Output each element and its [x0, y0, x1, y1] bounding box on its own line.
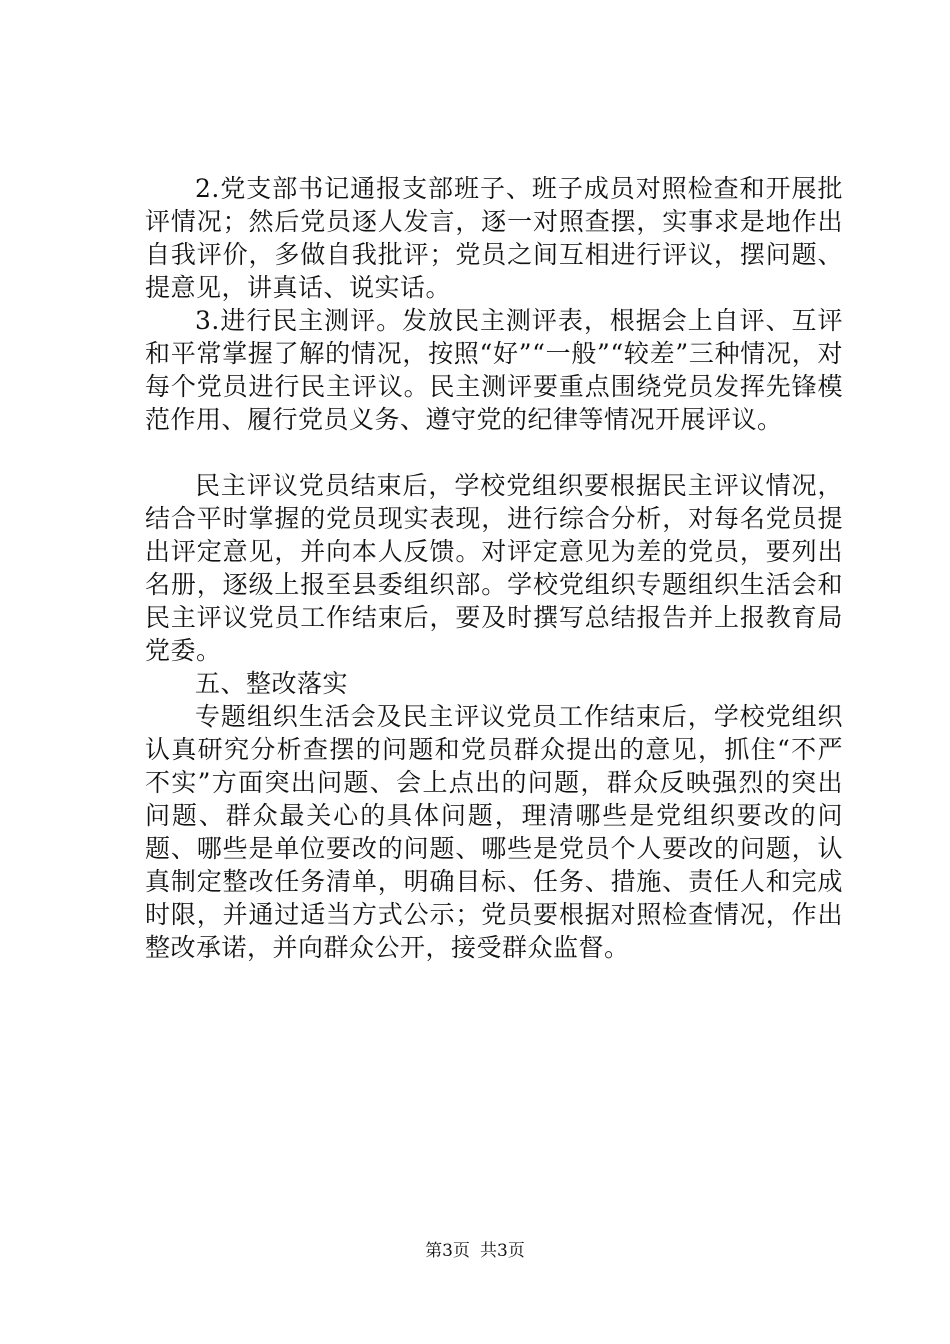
page-number-total: 共3页 — [480, 1241, 525, 1261]
paragraph-summary: 民主评议党员结束后，学校党组织要根据民主评议情况，结合平时掌握的党员现实表现，进行综合分析，对每名党员提出评定意见，并向本人反馈。对评定意见为差的党员，要列出名册，逐级上报至县委组织部。学校党组织专题组织生活会和民主评议党员工作结束后，要及时撰写总结报告并上报教育局党委。 — [145, 471, 843, 665]
paragraph-item-3: 3.进行民主测评。发放民主测评表，根据会上自评、互评和平常掌握了解的情况，按照“好”“一般”“较差”三种情况，对每个党员进行民主评议。民主测评要重点围绕党员发挥先锋模范作用、履行党员义务、遵守党的纪律等情况开展评议。 — [145, 306, 843, 434]
section-heading-rectification: 五、整改落实 — [195, 669, 349, 698]
paragraph-item-2: 2.党支部书记通报支部班子、班子成员对照检查和开展批评情况；然后党员逐人发言，逐一对照查摆，实事求是地作出自我评价，多做自我批评；党员之间互相进行评议，摆问题、提意见，讲真话、说实话。 — [145, 174, 843, 302]
page-footer — [0, 1240, 950, 1262]
paragraph-rectification: 专题组织生活会及民主评议党员工作结束后，学校党组织认真研究分析查摆的问题和党员群众提出的意见，抓住“不严不实”方面突出问题、会上点出的问题，群众反映强烈的突出问题、群众最关心的具体问题，理清哪些是党组织要改的问题、哪些是单位要改的问题、哪些是党员个人要改的问题，认真制定整改任务清单，明确目标、任务、措施、责任人和完成时限，并通过适当方式公示；党员要根据对照检查情况，作出整改承诺，并向群众公开，接受群众监督。 — [145, 702, 843, 962]
page-number-current: 第3页 — [425, 1241, 470, 1261]
document-body — [145, 172, 843, 964]
